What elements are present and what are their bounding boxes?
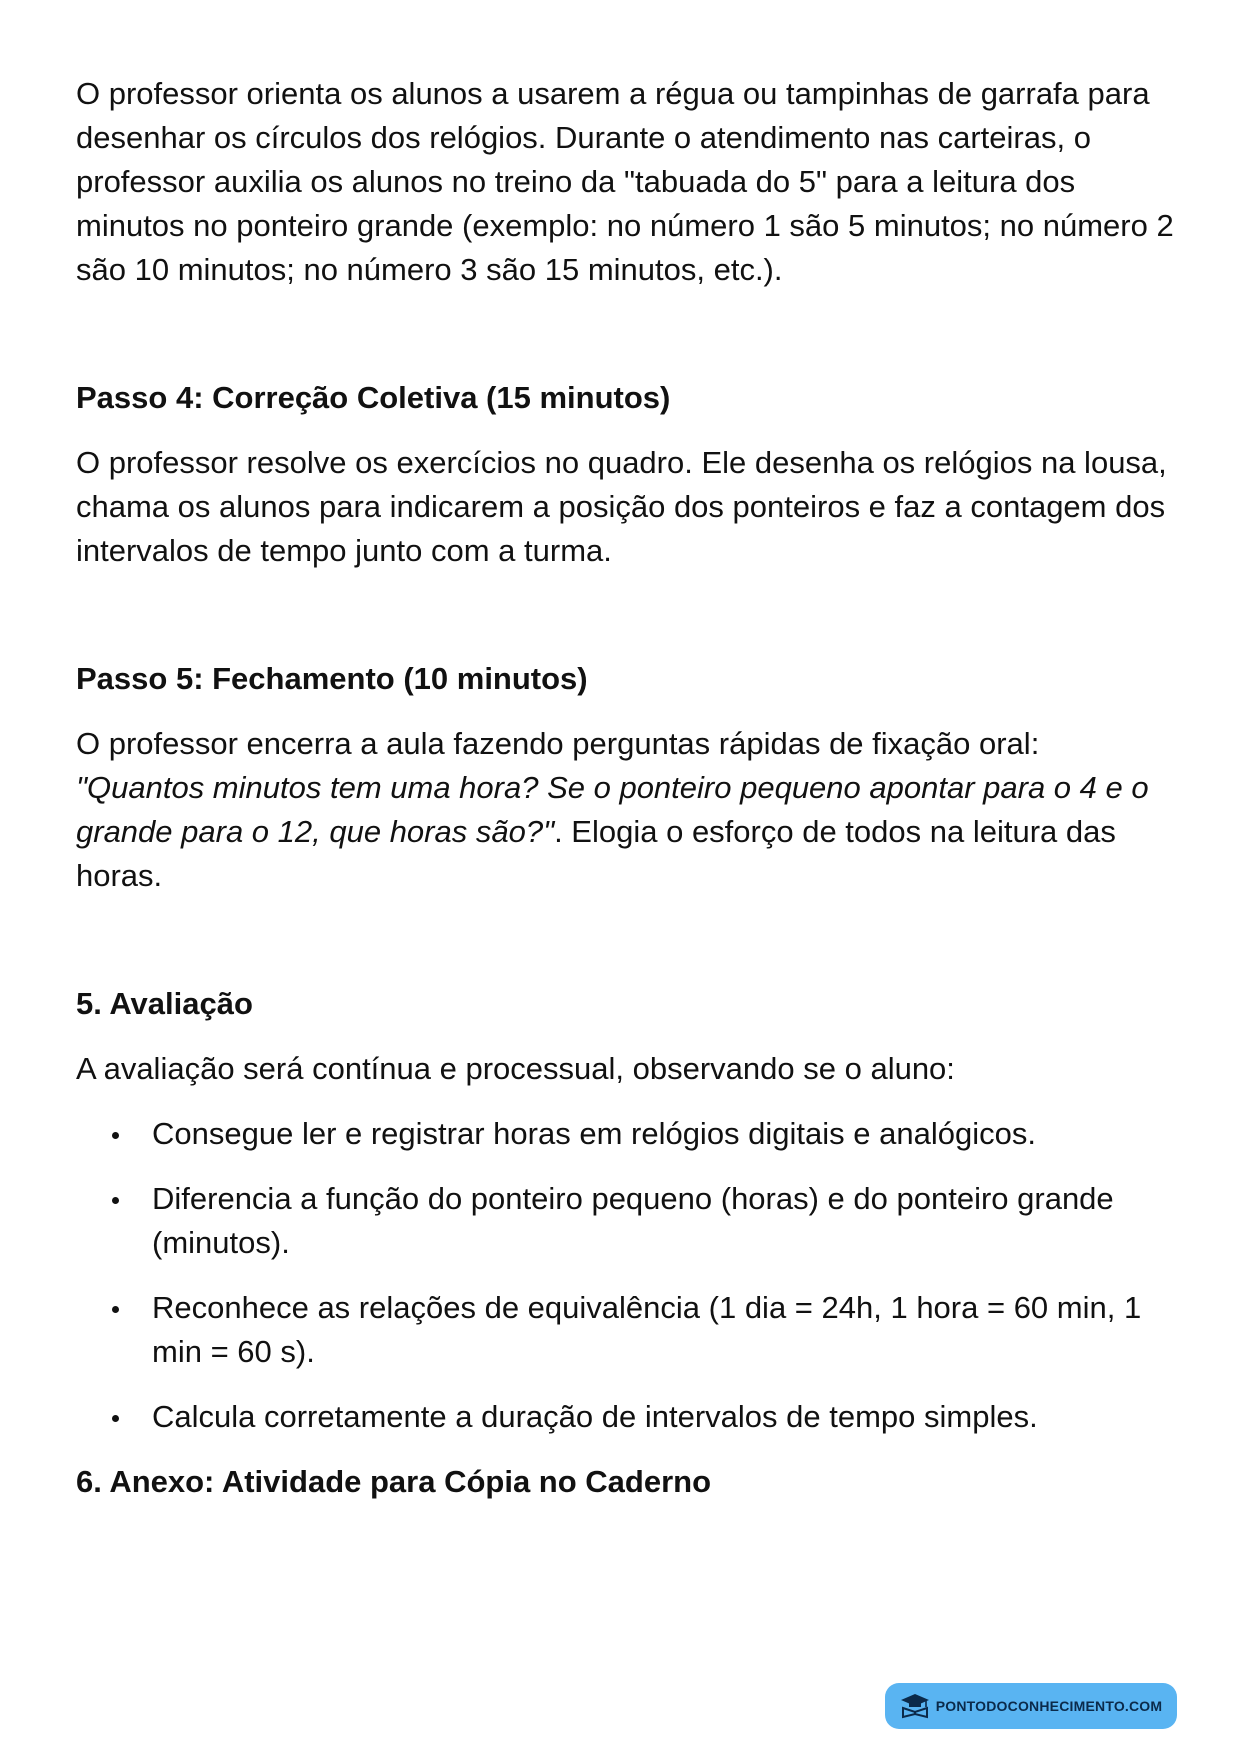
step-5-text <box>76 722 1176 898</box>
step-4-text: O professor resolve os exercícios no quadro. Ele desenha os relógios na lousa, chama os alunos para indicarem a posição dos ponteiros e faz a contagem dos intervalos de tempo junto com a turma. <box>76 445 1167 568</box>
annex-title: 6. Anexo: Atividade para Cópia no Caderno <box>76 1464 712 1499</box>
step-5-text-tail: . Elogia o esforço de todos na leitura das horas. <box>76 814 1116 893</box>
step-4-title: Passo 4: Correção Coletiva (15 minutos) <box>76 380 671 415</box>
list-spacer <box>76 1265 1176 1286</box>
list-spacer <box>76 1156 1176 1177</box>
bullet-icon <box>112 1197 119 1204</box>
intro-paragraph: O professor orienta os alunos a usarem a régua ou tampinhas de garrafa para desenhar os círculos dos relógios. Durante o atendimento nas carteiras, o professor auxilia os alunos no treino da "tabuada do 5" para a leitura dos minutos no ponteiro grande (exemplo: no número 1 são 5 minutos; no número 2 são 10 minutos; no número 3 são 15 minutos, etc.). <box>76 76 1174 287</box>
list-item-text: Calcula corretamente a duração de intervalos de tempo simples. <box>152 1399 1038 1434</box>
list-item <box>76 1112 1176 1156</box>
graduation-book-icon <box>900 1693 930 1719</box>
site-badge[interactable] <box>885 1683 1177 1729</box>
bullet-icon <box>112 1306 119 1313</box>
list-item <box>76 1177 1176 1265</box>
site-badge-text: PONTODOCONHECIMENTO.COM <box>935 1698 1163 1714</box>
bullet-icon <box>112 1132 119 1139</box>
list-item <box>76 1395 1176 1439</box>
step-5-title: Passo 5: Fechamento (10 minutos) <box>76 661 588 696</box>
list-spacer <box>76 1374 1176 1395</box>
list-item-text: Consegue ler e registrar horas em relógios digitais e analógicos. <box>152 1116 1036 1151</box>
document-page <box>76 72 1176 1504</box>
evaluation-intro: A avaliação será contínua e processual, observando se o aluno: <box>76 1051 955 1086</box>
step-5-text-lead: O professor encerra a aula fazendo perguntas rápidas de fixação oral: <box>76 726 1040 761</box>
list-item-text: Reconhece as relações de equivalência (1 dia = 24h, 1 hora = 60 min, 1 min = 60 s). <box>152 1290 1142 1369</box>
evaluation-title: 5. Avaliação <box>76 986 253 1021</box>
step-5-oral-questions: "Quantos minutos tem uma hora? Se o ponteiro pequeno apontar para o 4 e o grande para o 12, que horas são?" <box>76 770 1149 849</box>
bullet-icon <box>112 1415 119 1422</box>
list-item-text: Diferencia a função do ponteiro pequeno (horas) e do ponteiro grande (minutos). <box>152 1181 1114 1260</box>
evaluation-criteria-list <box>76 1112 1176 1439</box>
list-item <box>76 1286 1176 1374</box>
